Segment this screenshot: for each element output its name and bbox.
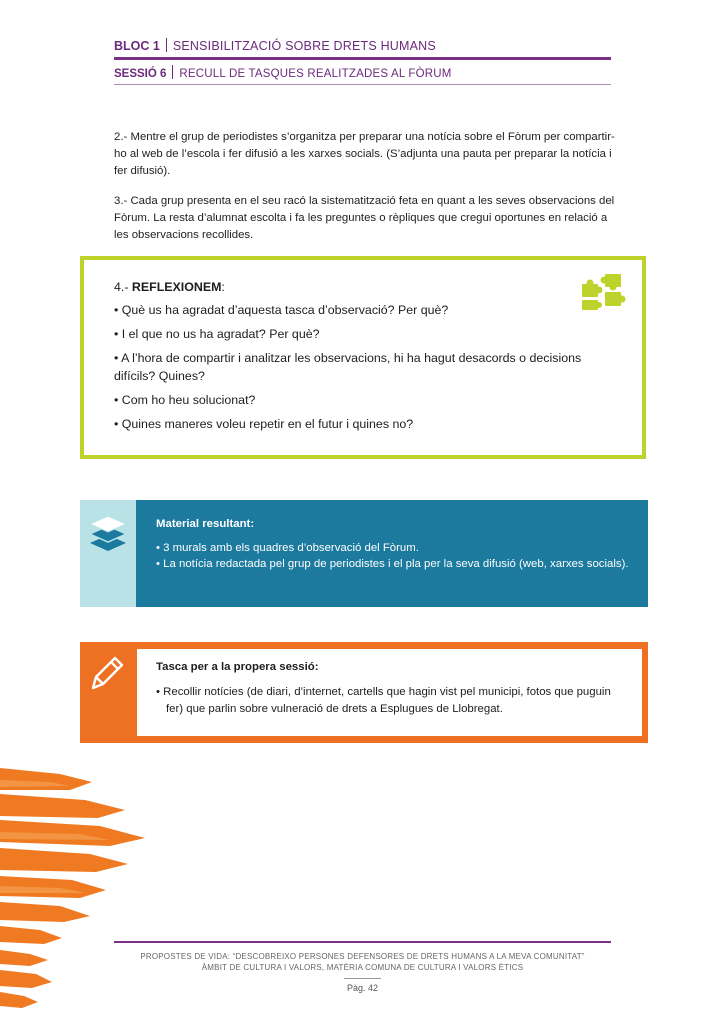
footer-divider [114, 941, 611, 943]
subheader-divider [114, 84, 611, 85]
bloc-label: BLOC 1 [114, 39, 160, 53]
header-divider [114, 57, 611, 60]
sessio-title: RECULL DE TASQUES REALITZADES AL FÒRUM [179, 68, 452, 80]
paragraph-step-3: 3.- Cada grup presenta en el seu racó la sistematització feta en quant a les seves observacions del Fòrum. La resta d’alumnat escolta i fa les preguntes o rèpliques que cregui oportunes en relació a les observacions recollides. [114, 195, 615, 241]
reflexionem-colon: : [221, 280, 225, 294]
footer-line-2: ÀMBIT DE CULTURA I VALORS, MATÈRIA COMUNA DE CULTURA I VALORS ÈTICS [201, 963, 524, 972]
paragraph-step-2: 2.- Mentre el grup de periodistes s’organitza per preparar una notícia sobre el Fòrum per compartir-ho al web de l’escola i fer difusió a les xarxes socials. (S’adjunta una pauta per preparar la notícia i fer difusió). [114, 131, 615, 177]
reflexionem-heading: REFLEXIONEM [131, 280, 222, 294]
material-icon-panel [80, 500, 136, 607]
material-item: • La notícia redactada pel grup de periodistes i el pla per la seva difusió (web, xarxes socials). [156, 558, 629, 570]
page-number: Pàg. 42 [346, 983, 379, 993]
question-item: • A l’hora de compartir i analitzar les observacions, hi ha hagut desacords o decisions difícils? Quines? [114, 351, 582, 383]
tasca-item: • Recollir notícies (de diari, d’internet, cartells que hagin vist pel municipi, fotos que puguin fer) que parlin sobre vulneració de drets a Esplugues de Llobregat. [156, 686, 611, 715]
material-item: • 3 murals amb els quadres d’observació del Fòrum. [156, 542, 419, 554]
header-separator [166, 38, 167, 52]
question-item: • Què us ha agradat d’aquesta tasca d’observació? Per què? [114, 303, 449, 317]
reflexionem-prefix: 4.- [114, 280, 129, 294]
page-number-divider [344, 978, 381, 979]
sessio-label: SESSIÓ 6 [114, 68, 167, 80]
material-title: Material resultant: [156, 518, 255, 530]
material-resultant-box [80, 500, 648, 607]
footer-line-1: PROPOSTES DE VIDA: “DESCOBREIXO PERSONES DEFENSORES DE DRETS HUMANS A LA MEVA COMUNITAT” [140, 952, 585, 961]
reflexionem-box [80, 256, 646, 459]
pencil-icon [90, 654, 126, 692]
question-item: • I el que no us ha agradat? Per què? [114, 327, 320, 341]
sessio-header [114, 65, 452, 80]
bloc-header [114, 38, 436, 53]
layers-icon [88, 513, 128, 553]
header-separator [172, 65, 173, 79]
question-item: • Com ho heu solucionat? [114, 393, 256, 407]
question-item: • Quines maneres voleu repetir en el futur i quines no? [114, 417, 414, 431]
tasca-propera-sessio-box [80, 642, 648, 743]
reflexionem-title [114, 278, 624, 296]
tasca-title: Tasca per a la propera sessió: [156, 661, 319, 673]
bloc-title: SENSIBILITZACIÓ SOBRE DRETS HUMANS [172, 39, 436, 53]
